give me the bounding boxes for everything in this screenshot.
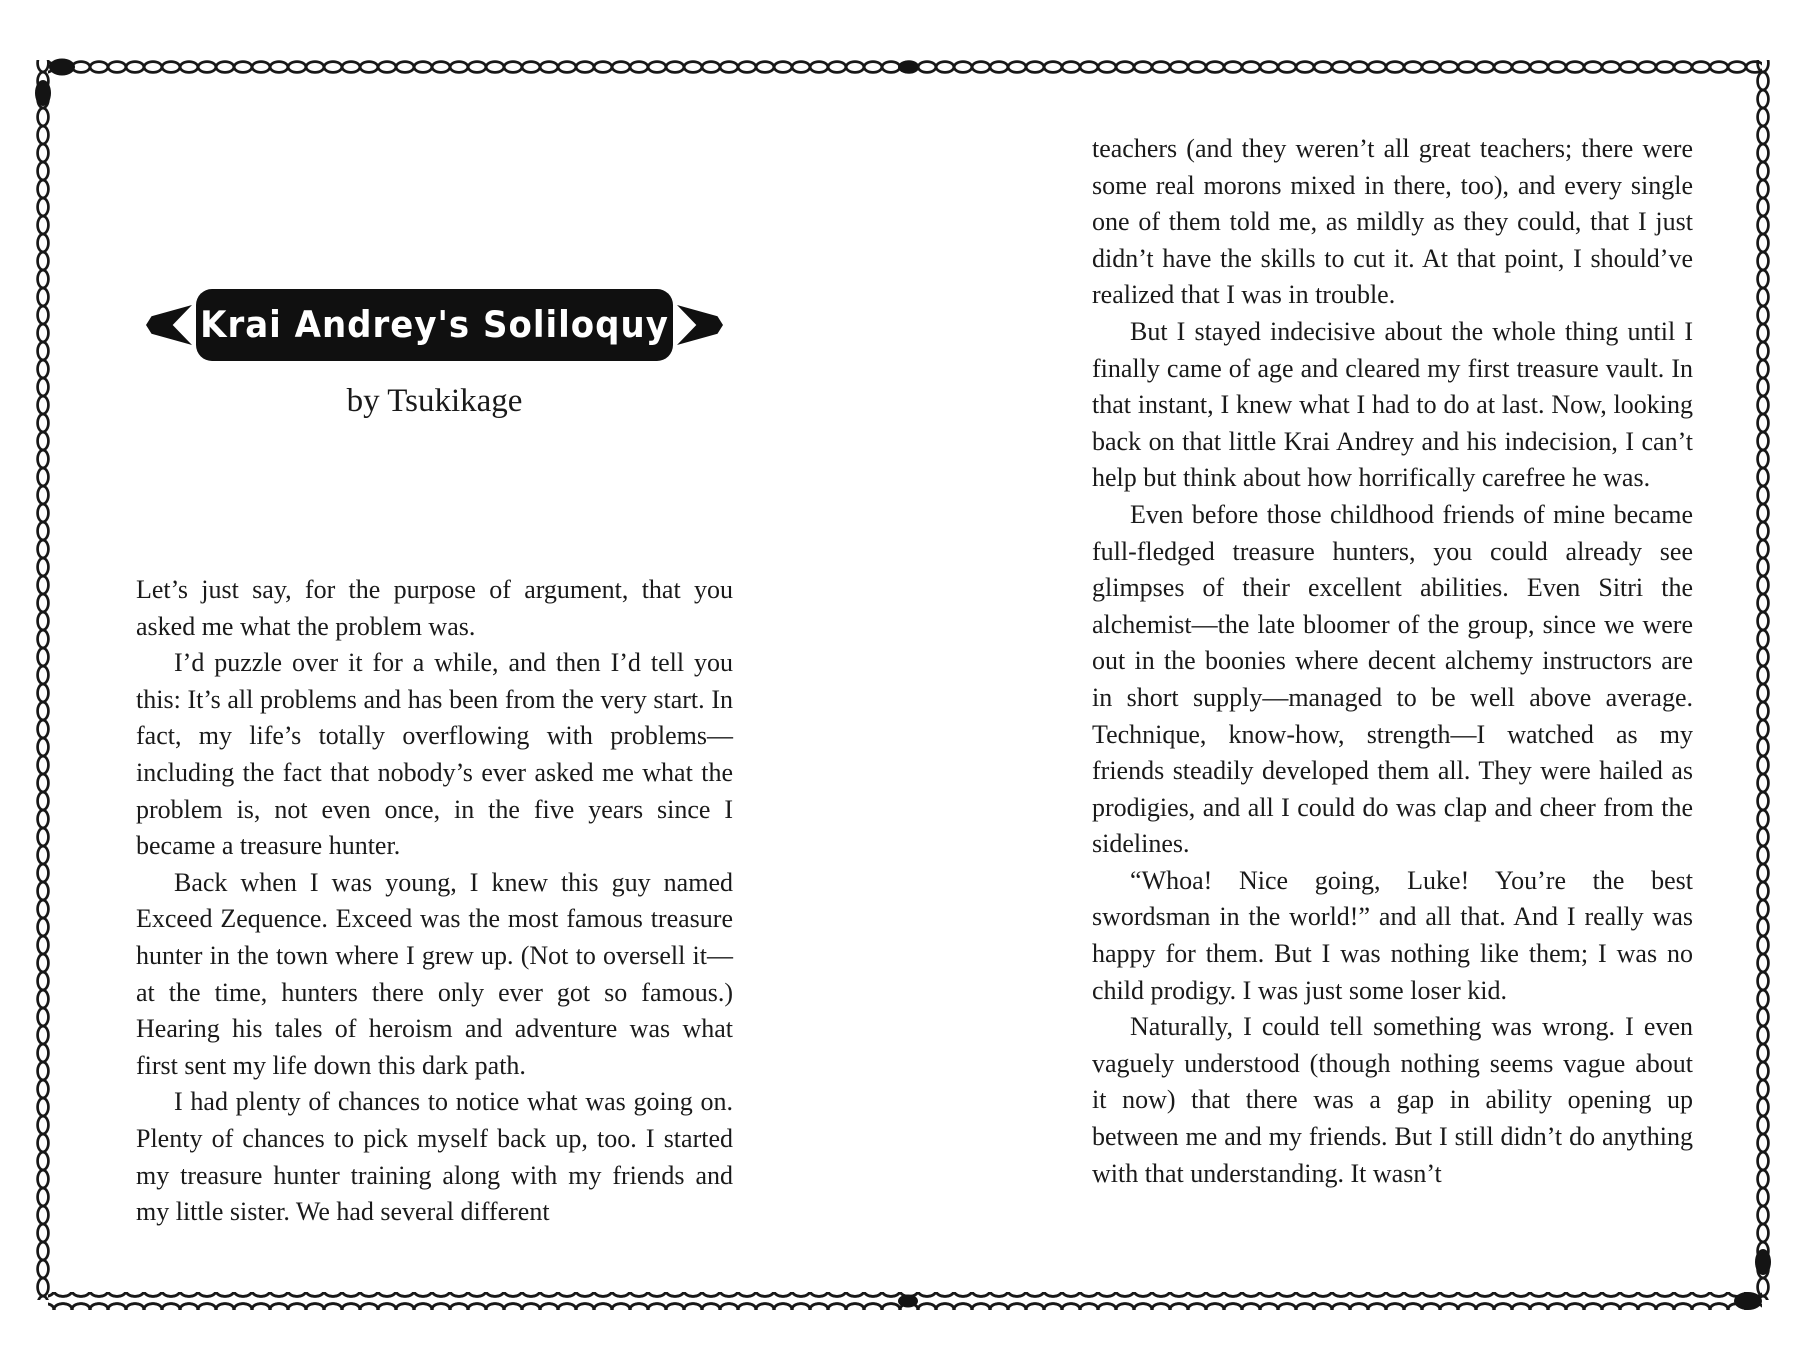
- chapter-title-banner: [196, 289, 673, 361]
- banner-left-ornament-icon: [146, 305, 192, 345]
- paragraph: Let’s just say, for the purpose of argument, that you asked me what the problem was.: [136, 575, 733, 641]
- paragraph: I had plenty of chances to notice what was going on. Plenty of chances to pick myself back up, too. I started my treasure hunter training along with my friends and my little sister. We had several different: [136, 1087, 733, 1227]
- paragraph: teachers (and they weren’t all great teachers; there were some real morons mixed in there, too), and every single one of them told me, as mildly as they could, that I just didn’t have the skills to cut it. At that point, I should’ve realized that I was in trouble.: [1092, 134, 1693, 310]
- right-text-column: [1092, 131, 1693, 1192]
- paragraph: Naturally, I could tell something was wrong. I even vaguely understood (though nothing seems vague about it now) that there was a gap in ability opening up between me and my friends. But I still didn’t do anything with that understanding. It wasn’t: [1092, 1012, 1693, 1188]
- left-text-column: [136, 572, 733, 1231]
- chapter-title: Krai Andrey's Soliloquy: [200, 303, 669, 347]
- paragraph: But I stayed indecisive about the whole thing until I finally came of age and cleared my first treasure vault. In that instant, I knew what I had to do at last. Now, looking back on that little Krai Andrey and his indecision, I can’t help but think about how horrifically carefree he was.: [1092, 316, 1693, 493]
- paragraph: I’d puzzle over it for a while, and then I’d tell you this: It’s all problems and has been from the very start. In fact, my life’s totally overflowing with problems—including the fact that nobody’s ever asked me what the problem is, not even once, in the five years since I became a treasure hunter.: [136, 648, 733, 861]
- banner-right-ornament-icon: [677, 305, 723, 345]
- paragraph: “Whoa! Nice going, Luke! You’re the best swordsman in the world!” and all that. And I really was happy for them. But I was nothing like them; I was no child prodigy. I was just some loser kid.: [1092, 865, 1693, 1005]
- paragraph: Back when I was young, I knew this guy named Exceed Zequence. Exceed was the most famous treasure hunter in the town where I grew up. (Not to oversell it—at the time, hunters there only ever got so famous.) Hearing his tales of heroism and adventure was what first sent my life down this dark path.: [136, 867, 733, 1080]
- chapter-byline: by Tsukikage: [346, 383, 523, 419]
- paragraph: Even before those childhood friends of mine became full-fledged treasure hunters, you could already see glimpses of their excellent abilities. Even Sitri the alchemist—the late bloomer of the group, since we were out in the boonies where decent alchemy instructors are in short supply—managed to be well above average. Technique, know-how, strength—I watched as my friends steadily developed them all. They were hailed as prodigies, and all I could do was clap and cheer from the sidelines.: [1092, 499, 1693, 859]
